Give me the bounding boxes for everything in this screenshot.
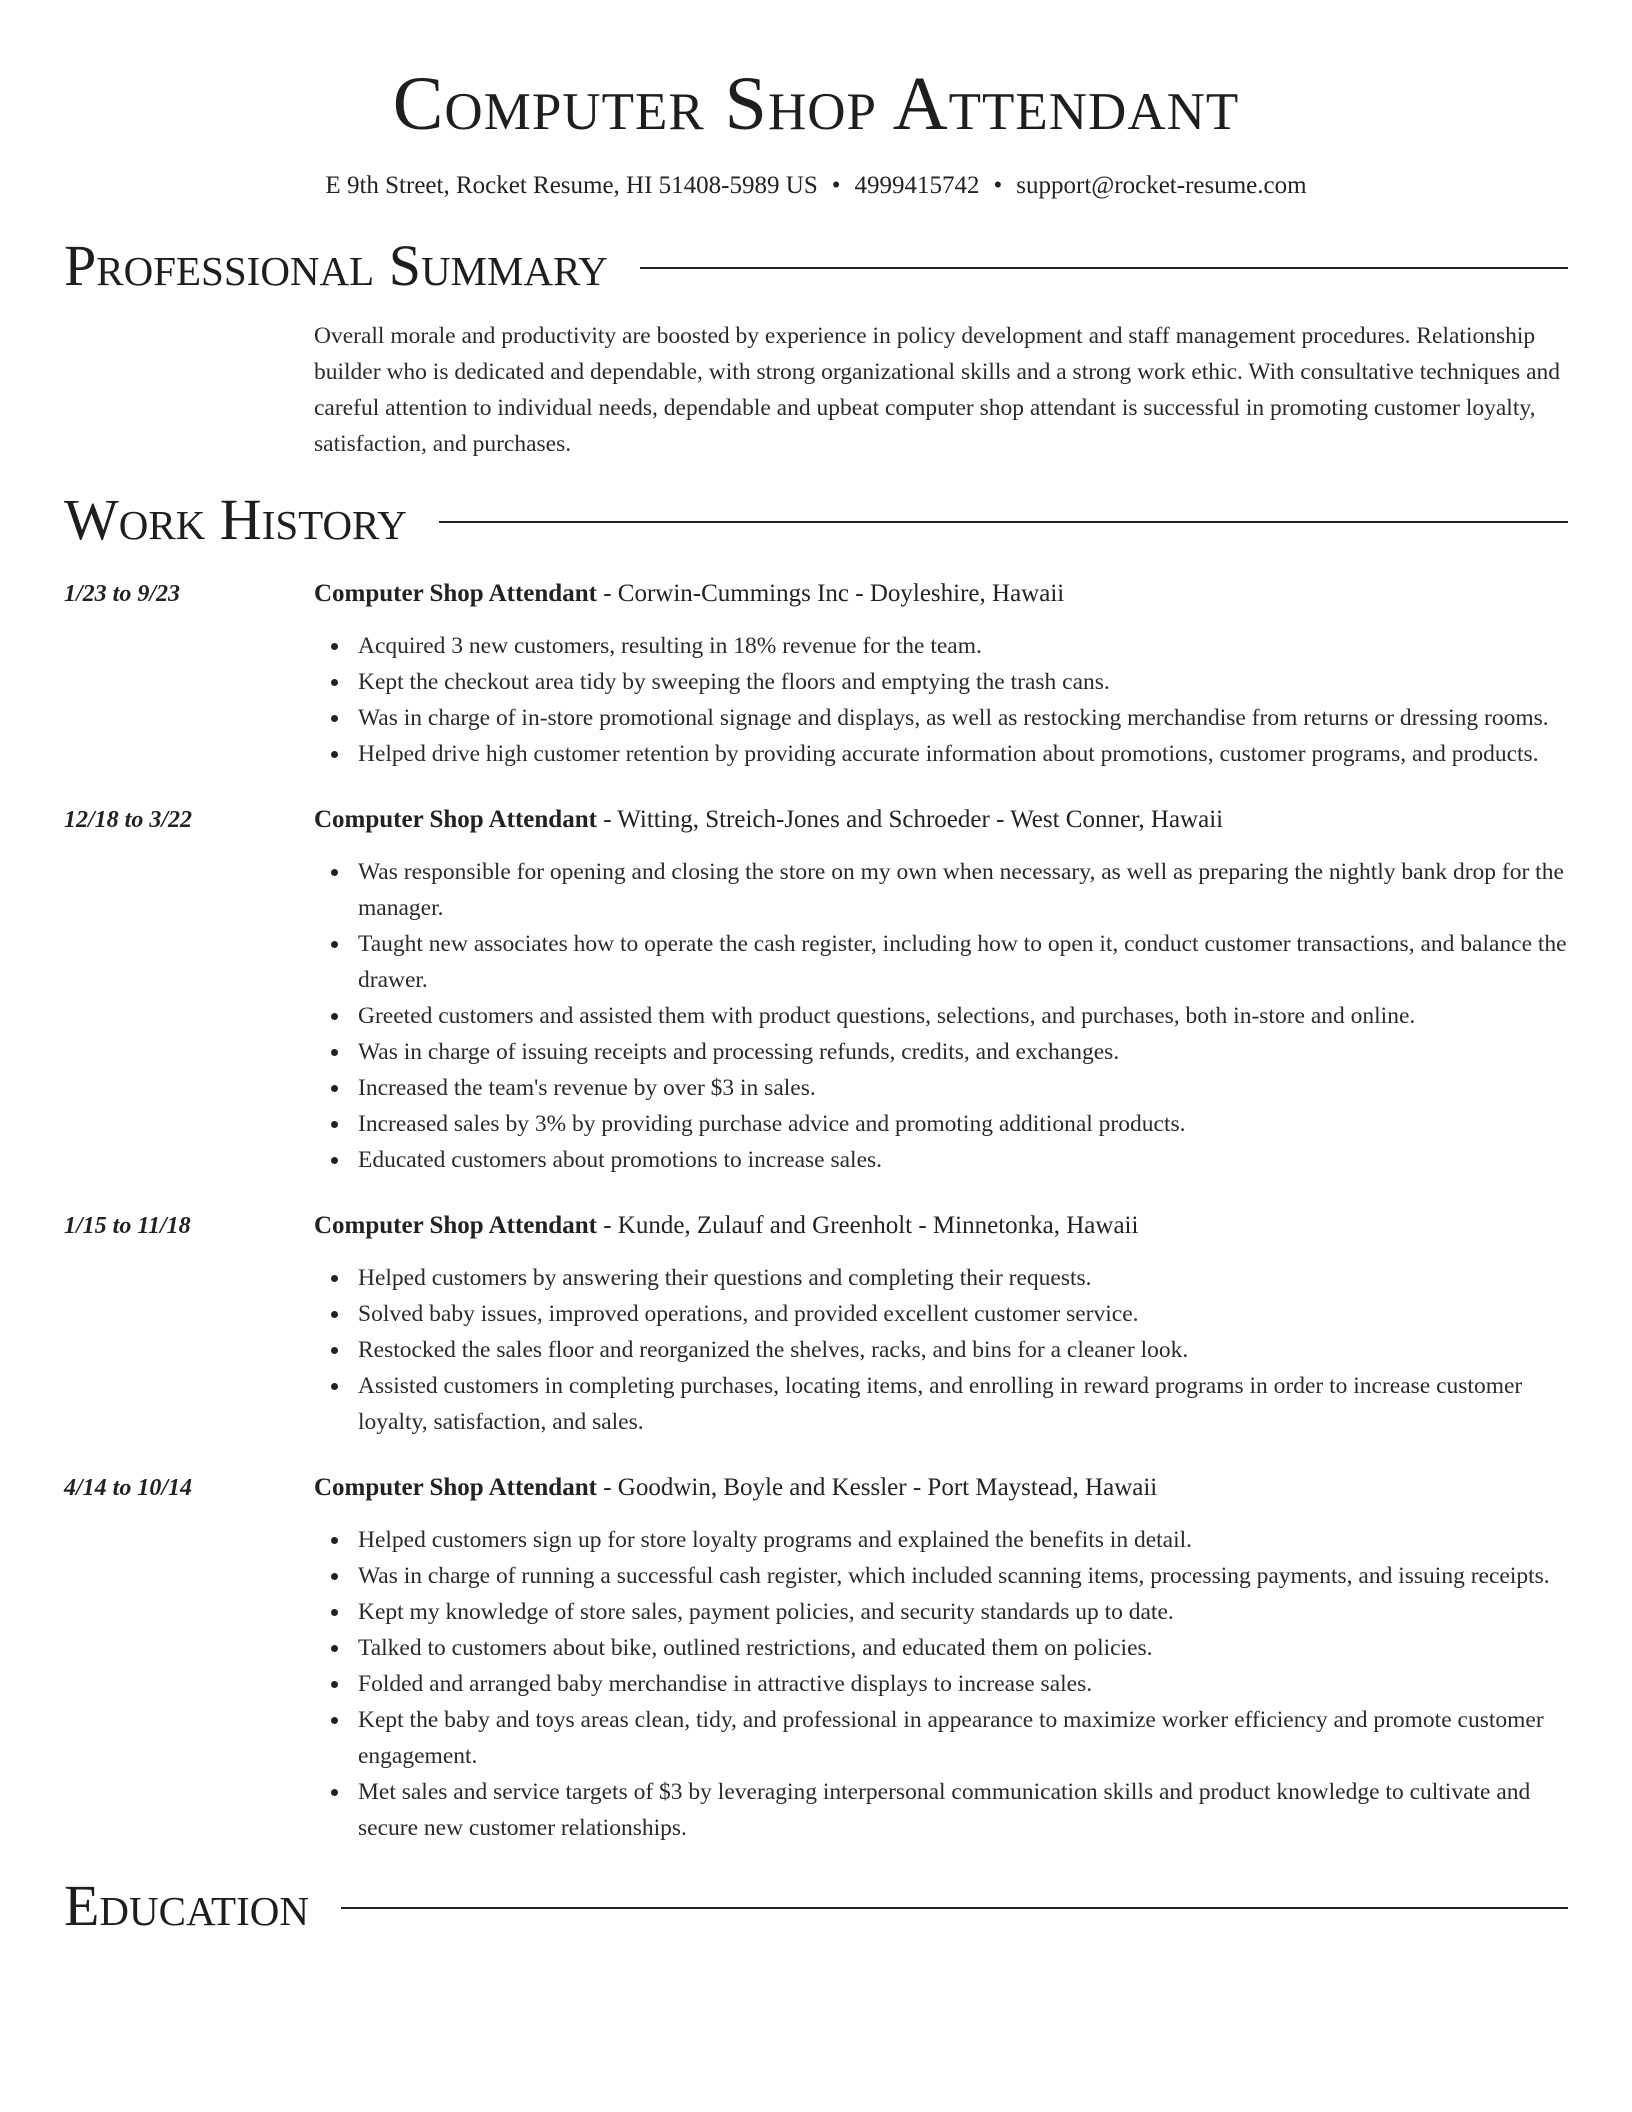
- job-bullet: Folded and arranged baby merchandise in attractive displays to increase sales.: [358, 1666, 1568, 1702]
- job-bullet: Educated customers about promotions to increase sales.: [358, 1142, 1568, 1178]
- contact-separator: •: [831, 172, 841, 199]
- section-heading-work-history: [64, 488, 1568, 552]
- job-bullet: Met sales and service targets of $3 by leveraging interpersonal communication skills and product knowledge to cultivate and secure new customer relationships.: [358, 1774, 1568, 1846]
- job-dates: 1/23 to 9/23: [64, 581, 181, 607]
- job-bullets: [314, 628, 1568, 772]
- section-divider: [640, 267, 1568, 269]
- job-body: [314, 576, 1568, 772]
- job-entry: [64, 1470, 1568, 1846]
- job-bullet: Was in charge of in-store promotional signage and displays, as well as restocking merchandise from returns or dressing rooms.: [358, 700, 1568, 736]
- job-role: Computer Shop Attendant: [314, 1212, 597, 1239]
- job-bullet: Restocked the sales floor and reorganized the shelves, racks, and bins for a cleaner look.: [358, 1332, 1568, 1368]
- job-company-location: - Corwin-Cummings Inc - Doyleshire, Hawaii: [596, 580, 1065, 607]
- section-title: Work History: [64, 487, 407, 552]
- section-title: Professional Summary: [64, 233, 608, 298]
- job-bullet: Helped customers sign up for store loyalty programs and explained the benefits in detail.: [358, 1522, 1568, 1558]
- job-body: [314, 802, 1568, 1178]
- section-divider: [439, 521, 1568, 523]
- job-dates: 1/15 to 11/18: [64, 1213, 191, 1239]
- job-bullet: Talked to customers about bike, outlined restrictions, and educated them on policies.: [358, 1630, 1568, 1666]
- section-divider: [341, 1907, 1568, 1909]
- job-bullets: [314, 1522, 1568, 1846]
- contact-phone: 4999415742: [854, 172, 980, 199]
- job-bullet: Acquired 3 new customers, resulting in 18% revenue for the team.: [358, 628, 1568, 664]
- resume-page: [64, 0, 1568, 1938]
- job-bullet: Kept the baby and toys areas clean, tidy, and professional in appearance to maximize worker efficiency and promote customer engagement.: [358, 1702, 1568, 1774]
- job-bullet: Kept the checkout area tidy by sweeping the floors and emptying the trash cans.: [358, 664, 1568, 700]
- job-bullet: Was in charge of running a successful cash register, which included scanning items, processing payments, and issuing receipts.: [358, 1558, 1568, 1594]
- job-bullet: Was in charge of issuing receipts and processing refunds, credits, and exchanges.: [358, 1034, 1568, 1070]
- candidate-name: Computer Shop Attendant: [392, 62, 1240, 146]
- section-title: Education: [64, 1873, 309, 1938]
- job-entry: [64, 1208, 1568, 1440]
- job-company-location: - Goodwin, Boyle and Kessler - Port Maystead, Hawaii: [596, 1474, 1158, 1501]
- job-bullet: Increased the team's revenue by over $3 in sales.: [358, 1070, 1568, 1106]
- job-title-line: [314, 1470, 1568, 1506]
- job-title-line: [314, 576, 1568, 612]
- job-bullet: Helped drive high customer retention by providing accurate information about promotions, customer programs, and products.: [358, 736, 1568, 772]
- job-bullet: Greeted customers and assisted them with product questions, selections, and purchases, both in-store and online.: [358, 998, 1568, 1034]
- contact-separator: •: [993, 172, 1003, 199]
- contact-line: [64, 168, 1568, 204]
- contact-email: support@rocket-resume.com: [1016, 172, 1307, 199]
- job-bullet: Kept my knowledge of store sales, payment policies, and security standards up to date.: [358, 1594, 1568, 1630]
- job-bullet: Taught new associates how to operate the cash register, including how to open it, conduct customer transactions, and balance the drawer.: [358, 926, 1568, 998]
- job-bullet: Assisted customers in completing purchases, locating items, and enrolling in reward programs in order to increase customer loyalty, satisfaction, and sales.: [358, 1368, 1568, 1440]
- job-title-line: [314, 1208, 1568, 1244]
- job-entry: [64, 576, 1568, 772]
- job-role: Computer Shop Attendant: [314, 580, 597, 607]
- job-bullet: Helped customers by answering their questions and completing their requests.: [358, 1260, 1568, 1296]
- job-title-line: [314, 802, 1568, 838]
- work-history-list: [64, 576, 1568, 1846]
- summary-text: Overall morale and productivity are boosted by experience in policy development and staff management procedures. Relationship builder who is dedicated and dependable, with strong organizational skills and a strong work ethic. With consultative techniques and careful attention to individual needs, dependable and upbeat computer shop attendant is successful in promoting customer loyalty, satisfaction, and purchases.: [314, 323, 1560, 457]
- job-bullet: Solved baby issues, improved operations, and provided excellent customer service.: [358, 1296, 1568, 1332]
- job-company-location: - Witting, Streich-Jones and Schroeder - West Conner, Hawaii: [596, 806, 1224, 833]
- section-heading-summary: [64, 234, 1568, 298]
- section-heading-education: [64, 1874, 1568, 1938]
- job-bullets: [314, 854, 1568, 1178]
- job-body: [314, 1208, 1568, 1440]
- job-dates: 4/14 to 10/14: [64, 1475, 193, 1501]
- job-company-location: - Kunde, Zulauf and Greenholt - Minnetonka, Hawaii: [596, 1212, 1139, 1239]
- job-bullet: Increased sales by 3% by providing purchase advice and promoting additional products.: [358, 1106, 1568, 1142]
- job-bullets: [314, 1260, 1568, 1440]
- contact-address: E 9th Street, Rocket Resume, HI 51408-5989 US: [325, 172, 818, 199]
- job-dates: 12/18 to 3/22: [64, 807, 193, 833]
- job-entry: [64, 802, 1568, 1178]
- job-role: Computer Shop Attendant: [314, 806, 597, 833]
- job-bullet: Was responsible for opening and closing the store on my own when necessary, as well as preparing the nightly bank drop for the manager.: [358, 854, 1568, 926]
- job-body: [314, 1470, 1568, 1846]
- job-role: Computer Shop Attendant: [314, 1474, 597, 1501]
